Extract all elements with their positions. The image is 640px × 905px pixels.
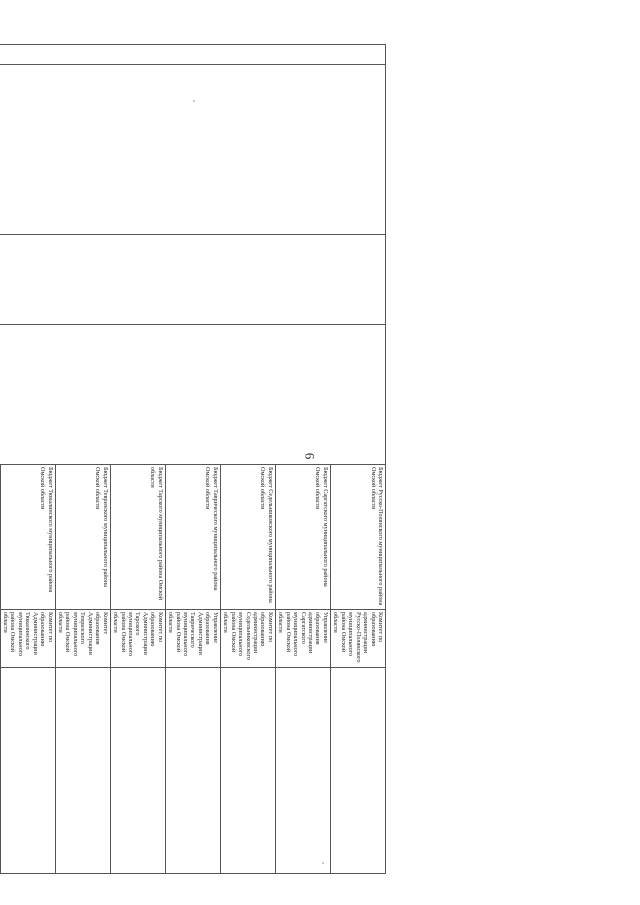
budget-table-sheet	[2, 44, 386, 873]
administrator-cell: Комитет образования Администрации Тевризского муниципального района Омской области	[55, 610, 110, 668]
table-row	[330, 45, 385, 874]
code-cell	[165, 668, 220, 874]
administrator-cell: Управление образования Администрации Таврического муниципального района Омской области	[165, 610, 220, 668]
budget-cell: Бюджет Тевризского муниципального района Омской области	[55, 465, 110, 610]
budget-table	[0, 44, 386, 874]
administrator-cell: Комитет по образованию Администрации Тарского муниципального района Омской области	[110, 610, 165, 668]
budget-cell: Бюджет Таврического муниципального района Омской области	[165, 465, 220, 610]
code-cell	[55, 668, 110, 874]
code-cell	[220, 668, 275, 874]
code-cell	[110, 668, 165, 874]
budget-cell: Бюджет Тюкалинского муниципального района Омской области	[0, 465, 55, 610]
page-number: 6	[302, 452, 318, 460]
code-cell	[330, 668, 385, 874]
administrator-cell: Комитет по образованию администрации Седельниковского муниципального района Омской области	[220, 610, 275, 668]
budget-cell: Бюджет Седельниковского муниципального района Омской области	[220, 465, 275, 610]
administrator-cell: Комитет по образованию администрации Русско-Полянского муниципального района Омской области	[330, 610, 385, 668]
number-cell	[0, 45, 386, 65]
expense-code-cell	[0, 325, 386, 465]
budget-cell: Бюджет Русско-Полянского муниципального района Омской области	[330, 465, 385, 610]
basis-cell	[0, 235, 386, 325]
budget-cell: Бюджет Саргатского муниципального района Омской области	[275, 465, 330, 610]
budget-cell: Бюджет Тарского муниципального района Омской области	[110, 465, 165, 610]
administrator-cell: Управление образования администрации Саргатского муниципального района Омской области	[275, 610, 330, 668]
code-cell	[0, 668, 55, 874]
administrator-cell: Комитет по образованию Администрации Тюкалинского муниципального района Омской области	[0, 610, 55, 668]
code-cell	[275, 668, 330, 874]
heading-cell	[0, 65, 386, 235]
